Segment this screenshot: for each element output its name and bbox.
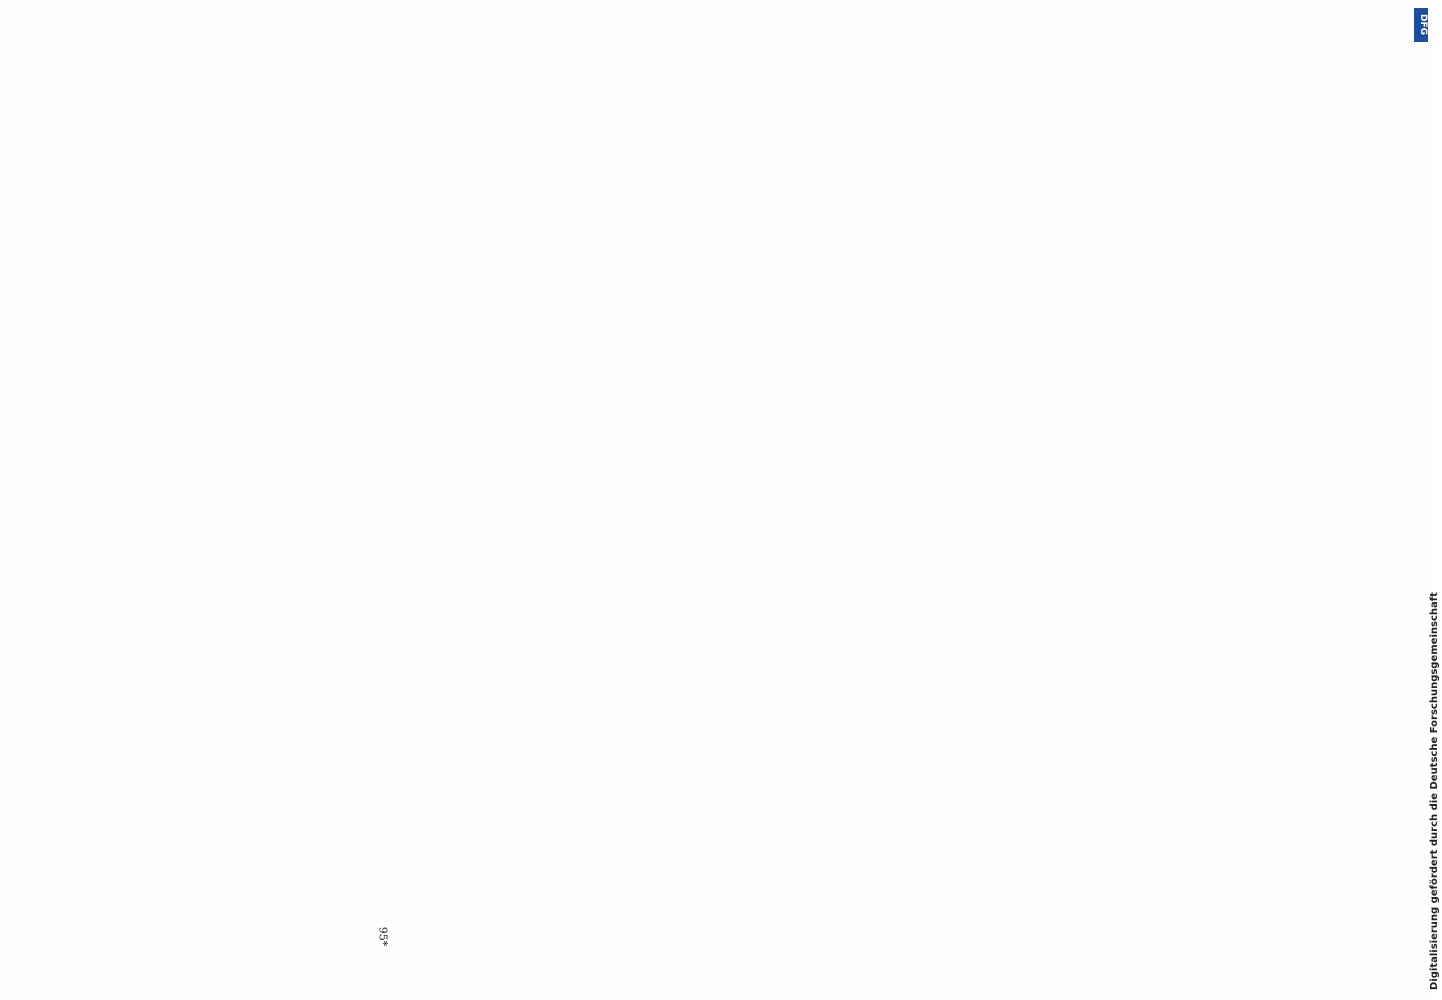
footnote-mark: 95* (375, 926, 389, 947)
watermark-text: Digitalisierung gefördert durch die Deutsche Forschungsgemeinschaft (1429, 592, 1440, 990)
digitization-watermark (1414, 50, 1440, 990)
dfg-logo: DFG (1414, 8, 1428, 42)
